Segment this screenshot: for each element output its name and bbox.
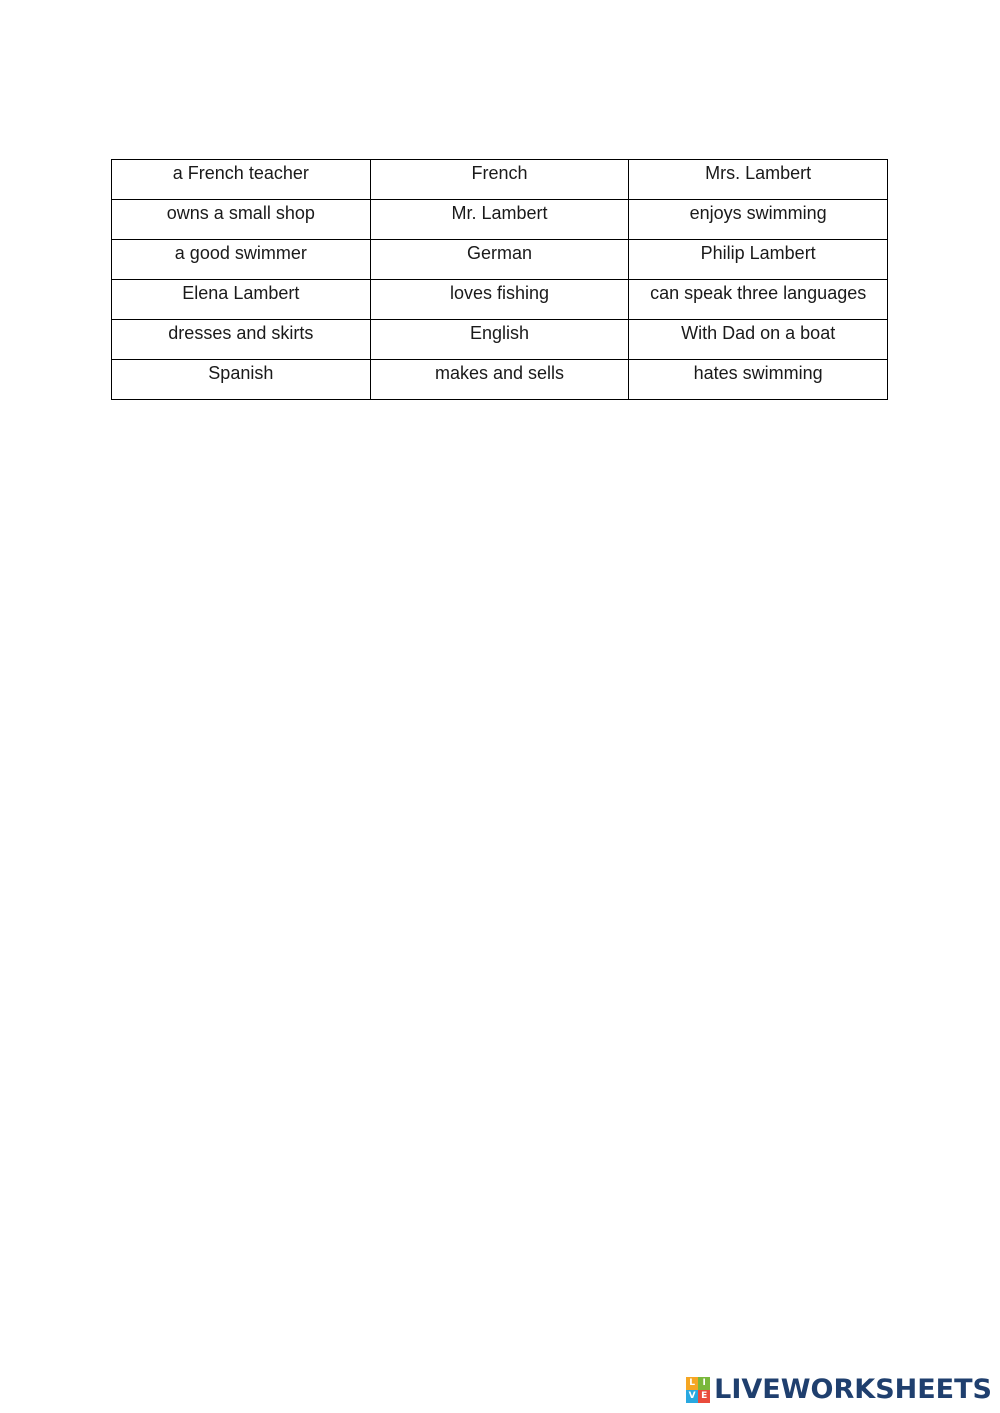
- cell-text: a French teacher: [172, 163, 309, 183]
- table-cell: [370, 280, 629, 320]
- table-row: [112, 200, 888, 240]
- cell-text: can speak three languages: [650, 283, 867, 303]
- table-row: [112, 280, 888, 320]
- table-cell: [629, 240, 888, 280]
- cell-text: owns a small shop: [166, 203, 315, 223]
- cell-text: Mrs. Lambert: [705, 163, 812, 183]
- cell-text: Philip Lambert: [700, 243, 816, 263]
- cell-text: loves fishing: [449, 283, 550, 303]
- cell-text: makes and sells: [434, 363, 565, 383]
- table-cell: [370, 240, 629, 280]
- table-cell: [112, 200, 371, 240]
- table-row: [112, 240, 888, 280]
- table-cell: [112, 360, 371, 400]
- table-row: [112, 160, 888, 200]
- cell-text: a good swimmer: [174, 243, 307, 263]
- table-cell: [370, 200, 629, 240]
- logo-text: LIVEWORKSHEETS: [714, 1374, 992, 1405]
- cell-text: enjoys swimming: [689, 203, 827, 223]
- cell-text: hates swimming: [693, 363, 823, 383]
- logo-mark-tile: E: [698, 1390, 710, 1403]
- logo-mark-icon: [686, 1377, 710, 1403]
- cell-text: Mr. Lambert: [451, 203, 548, 223]
- table-row: [112, 360, 888, 400]
- cell-text: Spanish: [208, 363, 274, 383]
- table-cell: [629, 160, 888, 200]
- logo-mark-tile: I: [698, 1377, 710, 1390]
- cell-text: English: [469, 323, 529, 343]
- table-cell: [629, 200, 888, 240]
- word-table: [111, 159, 888, 400]
- table-cell: [370, 320, 629, 360]
- table-cell: [629, 360, 888, 400]
- table-cell: [629, 280, 888, 320]
- cell-text: French: [471, 163, 528, 183]
- cell-text: dresses and skirts: [168, 323, 314, 343]
- logo-mark-tile: L: [686, 1377, 698, 1390]
- table-cell: [112, 280, 371, 320]
- table-cell: [370, 160, 629, 200]
- table-cell: [112, 160, 371, 200]
- logo-mark-tile: V: [686, 1390, 698, 1403]
- table-row: [112, 320, 888, 360]
- table-cell: [629, 320, 888, 360]
- liveworksheets-logo: [686, 1373, 992, 1407]
- cell-text: German: [466, 243, 532, 263]
- table-cell: [370, 360, 629, 400]
- cell-text: Elena Lambert: [182, 283, 300, 303]
- table-cell: [112, 240, 371, 280]
- table-cell: [112, 320, 371, 360]
- cell-text: With Dad on a boat: [681, 323, 836, 343]
